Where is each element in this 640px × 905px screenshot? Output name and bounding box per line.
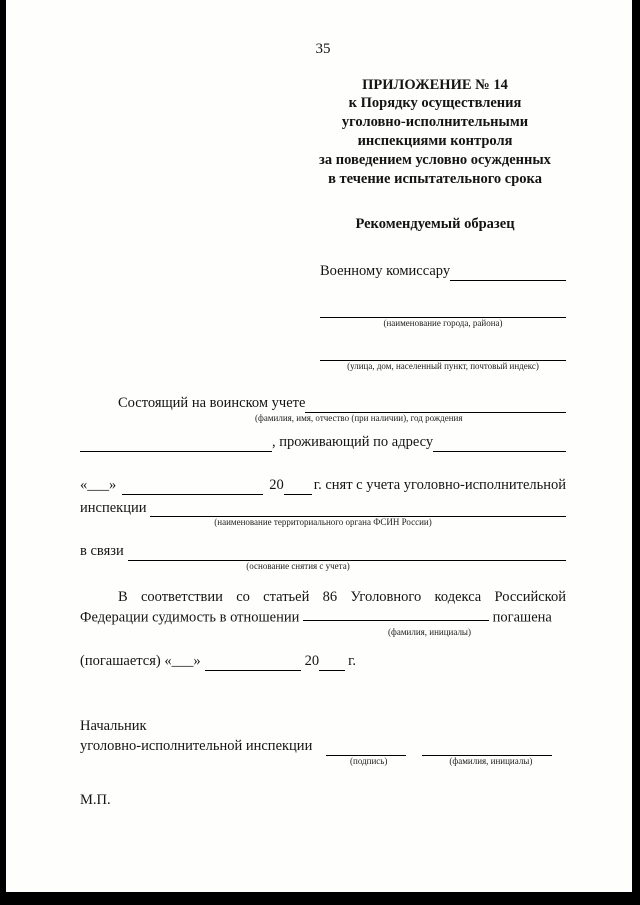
blank-conviction-name	[303, 607, 489, 622]
scan-edge-right	[632, 0, 640, 905]
header-line: за поведением условно осужденных	[319, 151, 551, 168]
repaid-year-suffix: г.	[348, 652, 357, 669]
blank-fio	[305, 396, 566, 413]
appendix-title: ПРИЛОЖЕНИЕ № 14	[362, 76, 508, 93]
caption-signature: (подпись)	[350, 756, 388, 767]
caption-city-district: (наименование города, района)	[383, 317, 503, 328]
inspection-line	[80, 499, 566, 518]
signature-captions	[80, 756, 566, 767]
signature-inspection-label: уголовно-исполнительной инспекции	[80, 738, 313, 755]
date-quote: «___»	[80, 476, 117, 493]
blank-city-district	[320, 301, 566, 318]
caption-fio: (фамилия, имя, отчество (при наличии), год рождения	[255, 413, 463, 424]
caption-fi: (фамилия, инициалы)	[388, 626, 471, 637]
addressee-line	[320, 262, 566, 281]
header-line: инспекциями контроля	[357, 133, 513, 150]
stamp-placeholder: М.П.	[80, 792, 111, 809]
conviction-end: погашена	[492, 609, 552, 626]
blank-commissar	[450, 265, 566, 282]
conviction-text: В соответствии со статьей 86 Уголовного кодекса Российской Федерации судимость в отношении	[80, 588, 566, 626]
due-line	[80, 542, 566, 561]
removed-text: г. снят с учета уголовно-исполнительной	[313, 476, 566, 493]
removal-date-line	[80, 476, 566, 495]
document-content	[80, 0, 566, 810]
blank-month	[122, 478, 263, 495]
blank-repaid-year	[319, 654, 345, 671]
repaid-label: (погашается) «___»	[80, 652, 201, 669]
page-number: 35	[315, 41, 331, 57]
caption-fsin: (наименование территориального органа ФСИН России)	[214, 517, 432, 528]
addressee-label: Военному комиссару	[320, 263, 451, 280]
due-label: в связи	[80, 543, 124, 560]
blank-signature	[326, 740, 406, 757]
signature-chief: Начальник	[80, 717, 147, 734]
conviction-paragraph	[80, 588, 566, 627]
blank-signature-name	[422, 740, 552, 757]
header-line: в течение испытательного срока	[328, 170, 542, 187]
blank-fio-2	[80, 435, 272, 452]
residing-label: , проживающий по адресу	[272, 433, 434, 450]
military-record-label: Состоящий на воинском учете	[118, 395, 306, 412]
appendix-header	[304, 76, 566, 189]
addressee-city-block	[320, 301, 566, 328]
caption-signature-name: (фамилия, инициалы)	[449, 756, 533, 767]
blank-address	[433, 435, 566, 452]
blank-reason	[128, 544, 566, 561]
scan-edge-bottom	[0, 892, 640, 905]
year-prefix: 20	[269, 476, 284, 493]
header-line: к Порядку осуществления	[348, 95, 522, 112]
caption-reason: (основание снятия с учета)	[246, 561, 350, 571]
repaid-year-prefix: 20	[304, 652, 320, 669]
header-line: уголовно-исполнительными	[341, 114, 529, 131]
signature-line	[80, 737, 566, 756]
caption-street-address: (улица, дом, населенный пункт, почтовый индекс)	[347, 361, 539, 372]
residing-line	[80, 433, 566, 452]
blank-repaid-month	[205, 654, 301, 671]
recommended-sample-label: Рекомендуемый образец	[355, 215, 515, 232]
blank-year	[284, 478, 312, 495]
addressee-address-block	[320, 345, 566, 372]
repaid-date-line	[80, 652, 566, 671]
blank-street-address	[320, 345, 566, 362]
blank-inspection-name	[150, 501, 566, 518]
inspection-label: инспекции	[80, 499, 147, 516]
military-record-line	[80, 394, 566, 413]
scan-edge-left	[0, 0, 6, 905]
